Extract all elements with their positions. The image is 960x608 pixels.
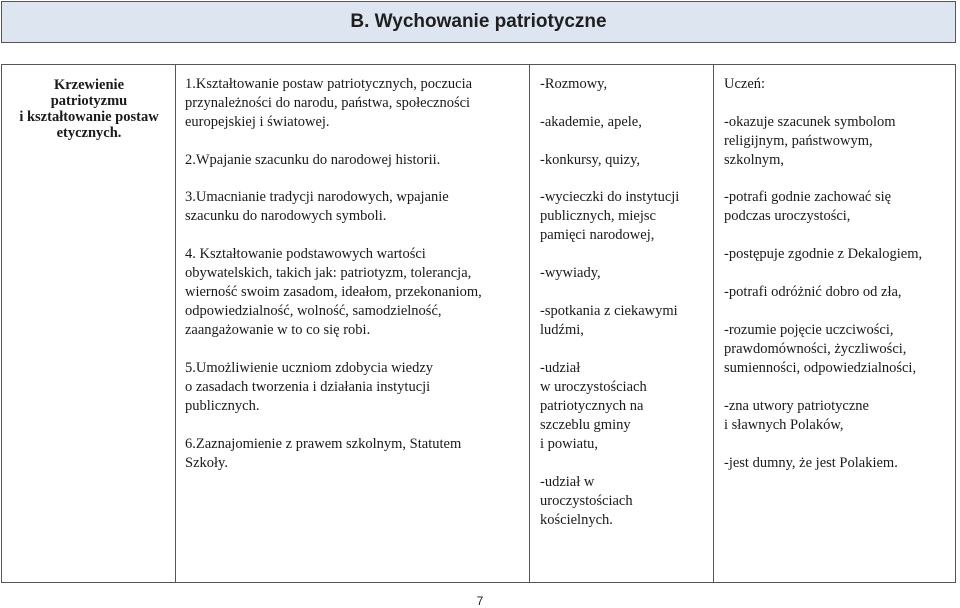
form-line: -spotkania z ciekawymi [540,303,678,319]
outcome-item [724,245,952,264]
task-line: przynależności do narodu, państwa, społeczności [185,95,471,111]
task-item [185,435,530,473]
form-line: kościelnych. [540,512,613,528]
outcome-line: -postępuje zgodnie z Dekalogiem, [724,246,923,262]
tasks-cell [185,75,530,473]
form-line: -udział [540,360,581,376]
area-line: i kształtowanie postaw [19,109,159,125]
outcome-line: -potrafi odróżnić dobro od zła, [724,284,902,300]
form-line: szczeblu gminy [540,417,631,433]
page-number: 7 [476,594,484,608]
form-item [540,473,712,530]
form-item [540,151,712,170]
form-line: -Rozmowy, [540,76,608,92]
outcome-item [724,397,952,435]
task-item [185,75,530,132]
task-line: europejskiej i światowej. [185,114,330,130]
task-item [185,245,530,340]
outcome-line: -zna utwory patriotyczne [724,398,869,414]
content-table [1,64,956,583]
form-line: pamięci narodowej, [540,227,655,243]
section-title: B. Wychowanie patriotyczne [350,11,607,32]
outcome-item [724,188,952,226]
form-item [540,188,712,245]
area-line: etycznych. [56,125,122,141]
area-cell [6,77,172,141]
form-line: -konkursy, quizy, [540,152,641,168]
task-line: odpowiedzialność, wolność, samodzielność, [185,303,442,319]
outcome-item [724,283,952,302]
task-line: 3.Umacnianie tradycji narodowych, wpajanie [185,189,449,205]
outcomes-cell [724,75,952,473]
outcome-line: -okazuje szacunek symbolom [724,114,896,130]
form-line: -udział w [540,474,595,490]
outcome-line: -rozumie pojęcie uczciwości, [724,322,894,338]
form-line: -wycieczki do instytucji [540,189,680,205]
task-line: 6.Zaznajomienie z prawem szkolnym, Statutem [185,436,462,452]
task-line: 1.Kształtowanie postaw patriotycznych, poczucia [185,76,473,92]
form-line: w uroczystościach [540,379,647,395]
outcome-item [724,113,952,170]
task-item [185,151,530,170]
task-line: 2.Wpajanie szacunku do narodowej historii. [185,152,441,168]
form-line: ludźmi, [540,322,584,338]
form-item [540,75,712,94]
form-item [540,113,712,132]
column-divider [713,65,714,582]
outcome-line: Uczeń: [724,76,766,92]
outcome-line: szkolnym, [724,152,785,168]
outcome-line: religijnym, państwowym, [724,133,873,149]
task-line: 4. Kształtowanie podstawowych wartości [185,246,426,262]
area-line: patriotyzmu [50,93,128,109]
task-line: o zasadach tworzenia i działania instytucji [185,379,431,395]
form-line: patriotycznych na [540,398,644,414]
form-item [540,359,712,454]
forms-cell [540,75,712,530]
outcome-item [724,75,952,94]
form-line: -akademie, apele, [540,114,642,130]
task-line: 5.Umożliwienie uczniom zdobycia wiedzy [185,360,434,376]
task-item [185,359,530,416]
area-line: Krzewienie [53,77,125,93]
outcome-line: sumienności, odpowiedzialności, [724,360,917,376]
task-line: obywatelskich, takich jak: patriotyzm, tolerancja, [185,265,472,281]
task-line: publicznych. [185,398,260,414]
task-line: zaangażowanie w to co się robi. [185,322,371,338]
form-line: -wywiady, [540,265,601,281]
outcome-item [724,454,952,473]
section-title-box [1,1,956,43]
outcome-line: -jest dumny, że jest Polakiem. [724,455,898,471]
task-line: Szkoły. [185,455,228,471]
outcome-line: prawdomówności, życzliwości, [724,341,907,357]
form-item [540,264,712,283]
form-line: i powiatu, [540,436,598,452]
task-line: wierność swoim zasadom, ideałom, przekonaniom, [185,284,482,300]
form-item [540,302,712,340]
form-line: publicznych, miejsc [540,208,656,224]
outcome-line: podczas uroczystości, [724,208,851,224]
task-line: szacunku do narodowych symboli. [185,208,387,224]
outcome-item [724,321,952,378]
column-divider [175,65,176,582]
outcome-line: -potrafi godnie zachować się [724,189,892,205]
form-line: uroczystościach [540,493,633,509]
task-item [185,188,530,226]
outcome-line: i sławnych Polaków, [724,417,844,433]
